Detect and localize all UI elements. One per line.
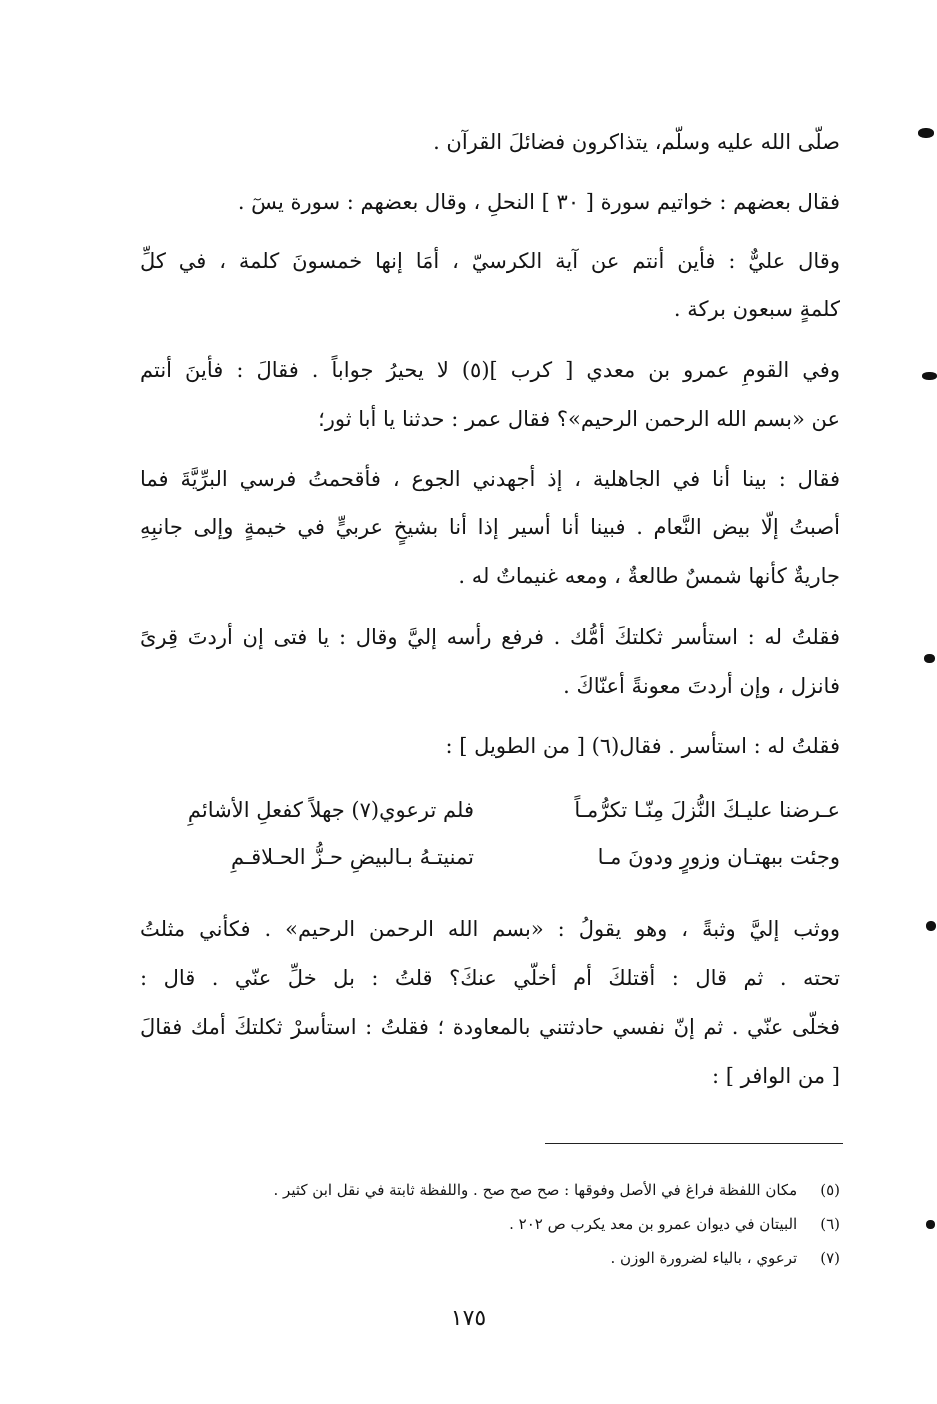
- footnote-text: البيتان في ديوان عمرو بن معد يكرب ص ٢٠٢ .: [509, 1215, 798, 1233]
- text-line: تحته . ثم قال : أقتلكَ أم أخلّي عنكَ؟ قلتُ : بل خلِّ عنّي . قال :: [140, 966, 840, 990]
- text-line: فانزل ، وإن أردتَ معونةً أعنّاكَ .: [563, 674, 840, 698]
- footnote-text: مكان اللفظة فراغ في الأصل وفوقها : صح صح صح . واللفظة ثابتة في نقل ابن كثير .: [273, 1181, 798, 1199]
- text-line: فقال بعضهم : خواتيم سورة [ ٣٠ ] النحلِ ، وقال بعضهم : سورة يسٓ .: [237, 190, 840, 214]
- text-line: أصبتُ إلّا بيض النَّعام . فبينا أنا أسير إذا أنا بشيخٍ عربيٍّ في خيمةٍ وإلى جانبِهِ: [140, 515, 840, 539]
- verse-hemistich-left: فلم ترعوي(٧) جهلاً كفعلِ الأشائمِ: [187, 798, 474, 822]
- footnote: [274, 1179, 841, 1201]
- footnote-number: (٥): [820, 1181, 840, 1199]
- scan-mark: [918, 128, 934, 138]
- text-line: [ من الوافر ] :: [712, 1064, 840, 1088]
- text-line: فقال : بينا أنا في الجاهلية ، إذ أجهدني الجوع ، فأقحمتُ فرسي البرِّيَّةَ فما: [140, 467, 840, 491]
- footnote: [610, 1247, 840, 1269]
- scan-mark: [926, 921, 936, 931]
- verse-hemistich-right: وجئت ببهتـان وزورٍ ودونَ مـا: [597, 845, 840, 869]
- verse-hemistich-left: تمنيتـهُ بـالبيضِ حـزُّ الحـلاقـمِ: [231, 845, 474, 869]
- scan-mark: [922, 372, 937, 380]
- footnote-text: ترعوي ، بالياء لضرورة الوزن .: [610, 1249, 798, 1267]
- text-line: فخلّى عنّي . ثم إنّ نفسي حادثتني بالمعاودة ؛ فقلتُ : استأسرْ ثكلتكَ أمك فقالَ: [140, 1015, 840, 1039]
- text-line: وقال عليٌّ : فأين أنتم عن آية الكرسيّ ، أمَا إنها خمسونَ كلمة ، في كلِّ: [140, 249, 840, 273]
- text-line: جاريةٌ كأنها شمسٌ طالعةٌ ، ومعه غنيماتٌ له .: [458, 564, 840, 588]
- footnote-rule: [545, 1143, 843, 1144]
- footnote-number: (٦): [820, 1215, 840, 1233]
- text-line: وفي القومِ عمرو بن معدي [ كرب ](٥) لا يحيرُ جواباً . فقالَ : فأينَ أنتم: [140, 358, 840, 382]
- page-number: ١٧٥: [450, 1306, 487, 1331]
- verse-hemistich-right: عـرضنا عليـكَ النُّزلَ مِنّـا تكرُّمـاً: [574, 798, 840, 822]
- footnote-number: (٧): [820, 1249, 840, 1267]
- scan-mark: [926, 1220, 935, 1229]
- text-line: صلّى الله عليه وسلّم، يتذاكرون فضائلَ القرآن .: [433, 130, 840, 154]
- text-line: فقلتُ له : استأسر . فقال(٦) [ من الطويل ] :: [445, 734, 840, 758]
- scan-mark: [924, 654, 935, 663]
- text-line: كلمةٍ سبعون بركة .: [673, 297, 840, 321]
- text-line: فقلتُ له : استأسر ثكلتكَ أمُّك . فرفع رأسه إليَّ وقال : يا فتى إن أردتَ قِرىً: [140, 625, 840, 649]
- text-line: عن «بسم الله الرحمن الرحيم»؟ فقال عمر : حدثنا يا أبا ثور؛: [318, 407, 840, 431]
- footnote: [509, 1213, 840, 1235]
- text-line: ووثب إليَّ وثبةً ، وهو يقولُ : «بسم الله الرحمن الرحيم» . فكأني مثلتُ: [140, 917, 840, 941]
